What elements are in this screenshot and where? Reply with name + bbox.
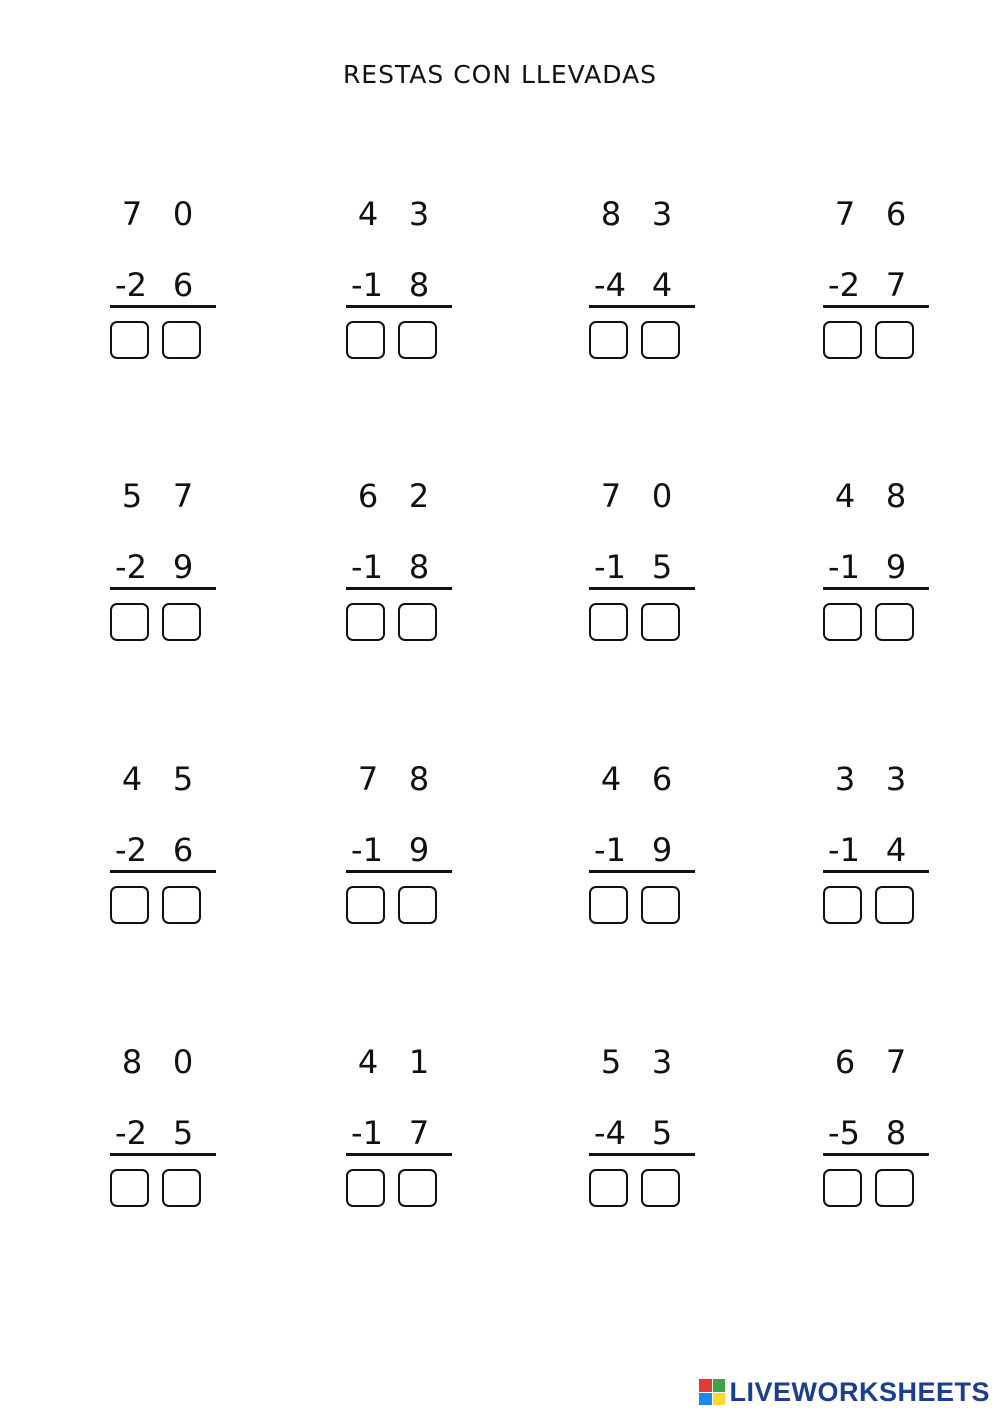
- minuend-tens: 8: [121, 1043, 143, 1081]
- answer-box-tens[interactable]: [589, 321, 628, 359]
- subtrahend-units: 7: [408, 1114, 430, 1152]
- subtraction-problem: [589, 477, 709, 610]
- subtrahend-units: 6: [172, 266, 194, 304]
- logo-square-yellow: [713, 1393, 726, 1406]
- answer-box-units[interactable]: [398, 1169, 437, 1207]
- answer-rule: [110, 870, 216, 873]
- subtrahend-units: 4: [651, 266, 673, 304]
- subtraction-problem: [823, 477, 943, 610]
- logo-square-green: [713, 1379, 726, 1392]
- subtrahend-units: 5: [651, 1114, 673, 1152]
- minuend-tens: 4: [600, 760, 622, 798]
- answer-box-tens[interactable]: [589, 603, 628, 641]
- minuend-tens: 6: [357, 477, 379, 515]
- answer-rule: [589, 870, 695, 873]
- subtrahend-tens: -1: [594, 548, 626, 586]
- subtrahend-tens: -2: [115, 1114, 147, 1152]
- answer-box-tens[interactable]: [346, 1169, 385, 1207]
- minuend-units: 2: [408, 477, 430, 515]
- subtrahend-units: 9: [651, 831, 673, 869]
- answer-box-tens[interactable]: [110, 321, 149, 359]
- answer-box-tens[interactable]: [110, 886, 149, 924]
- subtraction-problem: [346, 760, 466, 893]
- answer-box-units[interactable]: [641, 603, 680, 641]
- answer-box-units[interactable]: [398, 886, 437, 924]
- answer-rule: [589, 305, 695, 308]
- answer-box-units[interactable]: [398, 603, 437, 641]
- minuend-units: 8: [885, 477, 907, 515]
- liveworksheets-logo-icon: [699, 1379, 725, 1405]
- answer-box-units[interactable]: [641, 321, 680, 359]
- answer-box-tens[interactable]: [823, 321, 862, 359]
- subtrahend-tens: -2: [115, 548, 147, 586]
- answer-rule: [823, 870, 929, 873]
- subtraction-problem: [346, 477, 466, 610]
- answer-box-units[interactable]: [641, 1169, 680, 1207]
- minuend-tens: 4: [357, 195, 379, 233]
- subtrahend-tens: -1: [351, 548, 383, 586]
- answer-box-units[interactable]: [398, 321, 437, 359]
- answer-box-units[interactable]: [875, 321, 914, 359]
- minuend-tens: 7: [600, 477, 622, 515]
- minuend-tens: 7: [834, 195, 856, 233]
- subtraction-problem: [110, 195, 230, 328]
- minuend-tens: 8: [600, 195, 622, 233]
- subtrahend-units: 4: [885, 831, 907, 869]
- minuend-units: 6: [651, 760, 673, 798]
- subtrahend-tens: -5: [828, 1114, 860, 1152]
- answer-rule: [110, 1153, 216, 1156]
- minuend-tens: 6: [834, 1043, 856, 1081]
- minuend-tens: 4: [834, 477, 856, 515]
- subtrahend-units: 9: [885, 548, 907, 586]
- answer-box-tens[interactable]: [110, 603, 149, 641]
- subtrahend-tens: -1: [828, 831, 860, 869]
- answer-box-tens[interactable]: [346, 321, 385, 359]
- answer-box-tens[interactable]: [110, 1169, 149, 1207]
- subtrahend-units: 8: [408, 266, 430, 304]
- minuend-units: 8: [408, 760, 430, 798]
- brand-logo: [699, 1377, 990, 1407]
- answer-rule: [589, 1153, 695, 1156]
- subtraction-problem: [589, 1043, 709, 1176]
- subtraction-problem: [823, 195, 943, 328]
- subtraction-problem: [110, 760, 230, 893]
- minuend-tens: 7: [121, 195, 143, 233]
- answer-box-units[interactable]: [162, 603, 201, 641]
- subtrahend-units: 7: [885, 266, 907, 304]
- answer-box-units[interactable]: [875, 603, 914, 641]
- answer-box-tens[interactable]: [346, 603, 385, 641]
- subtrahend-tens: -1: [351, 266, 383, 304]
- subtraction-problem: [346, 195, 466, 328]
- answer-box-tens[interactable]: [589, 886, 628, 924]
- subtraction-problem: [823, 760, 943, 893]
- answer-rule: [589, 587, 695, 590]
- minuend-tens: 5: [600, 1043, 622, 1081]
- subtraction-problem: [589, 195, 709, 328]
- minuend-units: 1: [408, 1043, 430, 1081]
- answer-box-units[interactable]: [162, 321, 201, 359]
- subtrahend-units: 9: [172, 548, 194, 586]
- answer-box-units[interactable]: [162, 886, 201, 924]
- answer-box-tens[interactable]: [823, 603, 862, 641]
- minuend-tens: 4: [121, 760, 143, 798]
- subtraction-problem: [110, 477, 230, 610]
- minuend-units: 3: [651, 1043, 673, 1081]
- subtraction-problem: [823, 1043, 943, 1176]
- subtrahend-units: 6: [172, 831, 194, 869]
- subtrahend-tens: -2: [828, 266, 860, 304]
- subtrahend-tens: -4: [594, 266, 626, 304]
- minuend-units: 7: [172, 477, 194, 515]
- answer-box-units[interactable]: [162, 1169, 201, 1207]
- minuend-units: 7: [885, 1043, 907, 1081]
- subtrahend-tens: -1: [351, 831, 383, 869]
- answer-box-units[interactable]: [875, 886, 914, 924]
- subtrahend-units: 5: [651, 548, 673, 586]
- answer-rule: [110, 587, 216, 590]
- brand-text: LIVEWORKSHEETS: [729, 1376, 990, 1407]
- subtrahend-units: 8: [408, 548, 430, 586]
- minuend-units: 6: [885, 195, 907, 233]
- subtrahend-tens: -2: [115, 266, 147, 304]
- answer-rule: [823, 305, 929, 308]
- minuend-tens: 7: [357, 760, 379, 798]
- answer-box-units[interactable]: [641, 886, 680, 924]
- answer-box-tens[interactable]: [823, 1169, 862, 1207]
- subtrahend-tens: -1: [828, 548, 860, 586]
- subtrahend-units: 9: [408, 831, 430, 869]
- logo-square-blue: [699, 1393, 712, 1406]
- answer-rule: [823, 1153, 929, 1156]
- answer-rule: [346, 305, 452, 308]
- minuend-tens: 5: [121, 477, 143, 515]
- minuend-units: 0: [651, 477, 673, 515]
- answer-rule: [346, 587, 452, 590]
- subtraction-problem: [346, 1043, 466, 1176]
- subtrahend-units: 8: [885, 1114, 907, 1152]
- minuend-units: 0: [172, 1043, 194, 1081]
- subtrahend-tens: -1: [351, 1114, 383, 1152]
- minuend-units: 5: [172, 760, 194, 798]
- minuend-units: 3: [885, 760, 907, 798]
- minuend-tens: 4: [357, 1043, 379, 1081]
- subtraction-problem: [589, 760, 709, 893]
- subtrahend-tens: -4: [594, 1114, 626, 1152]
- answer-box-tens[interactable]: [823, 886, 862, 924]
- subtraction-problem: [110, 1043, 230, 1176]
- subtrahend-units: 5: [172, 1114, 194, 1152]
- answer-rule: [346, 1153, 452, 1156]
- answer-box-tens[interactable]: [589, 1169, 628, 1207]
- minuend-units: 0: [172, 195, 194, 233]
- answer-rule: [823, 587, 929, 590]
- answer-rule: [346, 870, 452, 873]
- minuend-tens: 3: [834, 760, 856, 798]
- subtrahend-tens: -2: [115, 831, 147, 869]
- logo-square-red: [699, 1379, 712, 1392]
- answer-rule: [110, 305, 216, 308]
- minuend-units: 3: [651, 195, 673, 233]
- page-title: RESTAS CON LLEVADAS: [342, 60, 658, 89]
- minuend-units: 3: [408, 195, 430, 233]
- answer-box-units[interactable]: [875, 1169, 914, 1207]
- subtrahend-tens: -1: [594, 831, 626, 869]
- answer-box-tens[interactable]: [346, 886, 385, 924]
